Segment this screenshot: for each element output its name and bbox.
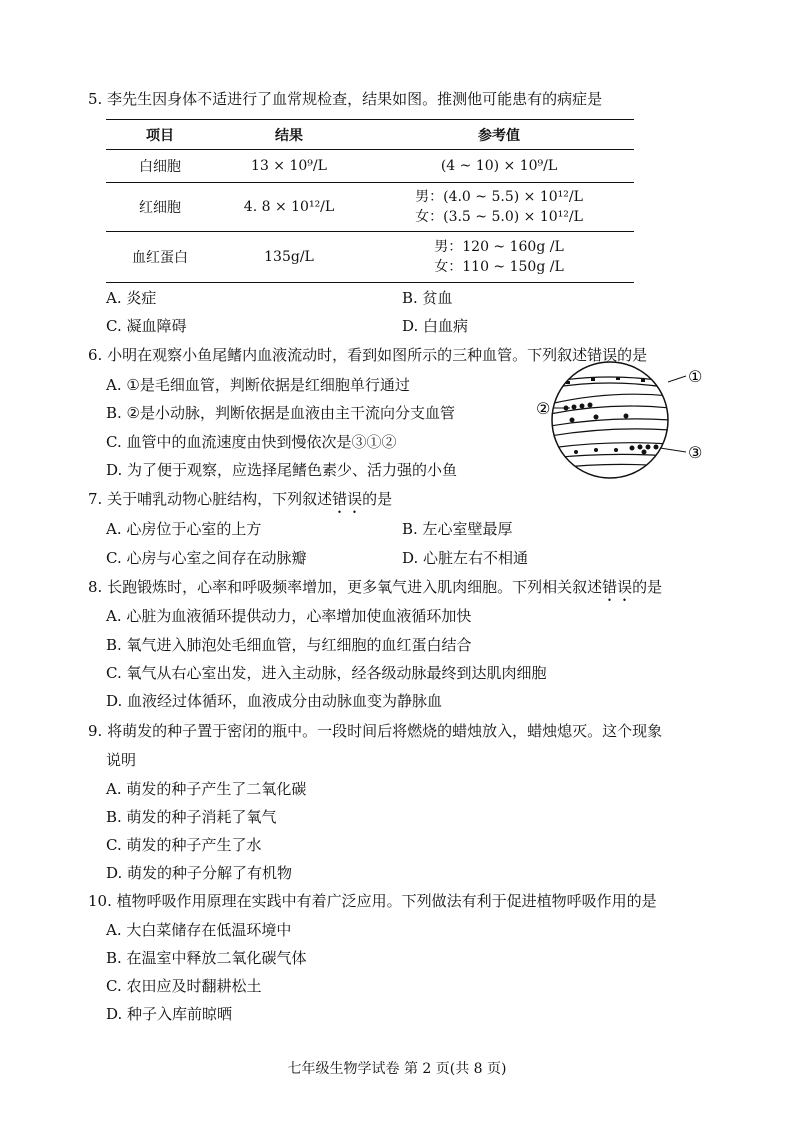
page-footer: 七年级生物学试卷 第 2 页(共 8 页) — [287, 1061, 507, 1077]
q8-stem-suffix: 的是 — [632, 578, 663, 596]
q9-option-a[interactable]: A. 萌发的种子产生了二氧化碳 — [106, 780, 307, 798]
q7-stem-prefix: 7. 关于哺乳动物心脏结构，下列叙述 — [88, 490, 333, 508]
q6-option-b[interactable]: B. ②是小动脉，判断依据是血液由主干流向分支血管 — [106, 404, 456, 422]
header-reference: 参考值 — [478, 127, 520, 144]
row-result: 13 × 10⁹/L — [251, 158, 327, 174]
table-row — [106, 150, 634, 183]
table-row — [106, 183, 634, 232]
reference-female: 女：(3.5 ~ 5.0) × 10¹²/L — [415, 209, 583, 225]
q5-stem: 5. 李先生因身体不适进行了血常规检查，结果如图。推测他可能患有的病症是 — [88, 90, 603, 108]
q10-option-d[interactable]: D. 种子入库前晾晒 — [106, 1005, 233, 1023]
label-2: ② — [536, 399, 551, 418]
q7-stem — [88, 488, 392, 517]
header-item: 项目 — [146, 127, 174, 144]
blood-test-table — [106, 119, 634, 283]
q9-stem-line1: 9. 将萌发的种子置于密闭的瓶中。一段时间后将燃烧的蜡烛放入，蜡烛熄灭。这个现象 — [88, 722, 663, 740]
row-reference: (4 ~ 10) × 10⁹/L — [440, 158, 558, 174]
q10-stem: 10. 植物呼吸作用原理在实践中有着广泛应用。下列做法有利于促进植物呼吸作用的是 — [88, 892, 657, 910]
row-result: 135g/L — [264, 249, 314, 265]
q7-option-b[interactable]: B. 左心室壁最厚 — [402, 520, 513, 538]
q9-option-d[interactable]: D. 萌发的种子分解了有机物 — [106, 864, 293, 882]
header-result: 结果 — [275, 127, 303, 144]
row-item: 血红蛋白 — [132, 250, 188, 266]
q6-stem: 6. 小明在观察小鱼尾鳍内血液流动时，看到如图所示的三种血管。下列叙述错误的是 — [88, 346, 648, 364]
q7-option-d[interactable]: D. 心脏左右不相通 — [402, 549, 529, 567]
label-3: ③ — [688, 443, 703, 462]
q8-stem — [88, 576, 662, 605]
q7-option-c[interactable]: C. 心房与心室之间存在动脉瓣 — [106, 549, 307, 567]
q9-stem-line2: 说明 — [106, 751, 137, 769]
q9-option-c[interactable]: C. 萌发的种子产生了水 — [106, 836, 262, 854]
q5-option-c[interactable]: C. 凝血障碍 — [106, 317, 187, 335]
row-reference — [364, 232, 634, 283]
q8-option-d[interactable]: D. 血液经过体循环，血液成分由动脉血变为静脉血 — [106, 692, 443, 710]
q5-option-b[interactable]: B. 贫血 — [402, 289, 453, 307]
q10-option-c[interactable]: C. 农田应及时翻耕松土 — [106, 977, 262, 995]
q10-option-b[interactable]: B. 在温室中释放二氧化碳气体 — [106, 949, 307, 967]
q8-stem-prefix: 8. 长跑锻炼时，心率和呼吸频率增加，更多氧气进入肌肉细胞。下列相关叙述 — [88, 578, 603, 596]
row-reference — [364, 183, 634, 232]
q7-option-a[interactable]: A. 心房位于心室的上方 — [106, 520, 262, 538]
q5-option-a[interactable]: A. 炎症 — [106, 289, 157, 307]
row-item: 红细胞 — [139, 200, 181, 216]
q9-option-b[interactable]: B. 萌发的种子消耗了氧气 — [106, 808, 277, 826]
q6-option-d[interactable]: D. 为了便于观察，应选择尾鳍色素少、活力强的小鱼 — [106, 461, 458, 479]
q8-option-c[interactable]: C. 氧气从右心室出发，进入主动脉，经各级动脉最终到达肌肉细胞 — [106, 664, 547, 682]
reference-female: 女：110 ~ 150g /L — [434, 259, 564, 275]
q6-option-c[interactable]: C. 血管中的血流速度由快到慢依次是③①② — [106, 433, 397, 451]
q7-stem-emphasis: 错误 — [332, 490, 363, 508]
table-row — [106, 232, 634, 283]
row-result: 4. 8 × 10¹²/L — [243, 199, 335, 215]
q5-option-d[interactable]: D. 白血病 — [402, 317, 469, 335]
blood-vessel-figure — [536, 360, 722, 482]
q8-option-b[interactable]: B. 氧气进入肺泡处毛细血管，与红细胞的血红蛋白结合 — [106, 636, 472, 654]
q8-stem-emphasis: 错误 — [602, 578, 633, 596]
label-1: ① — [688, 367, 703, 386]
q10-option-a[interactable]: A. 大白菜储存在低温环境中 — [106, 921, 292, 939]
reference-male: 男：120 ~ 160g /L — [434, 239, 564, 255]
q7-stem-suffix: 的是 — [362, 490, 393, 508]
row-item: 白细胞 — [139, 159, 181, 175]
table-header-row — [106, 120, 634, 150]
reference-male: 男：(4.0 ~ 5.5) × 10¹²/L — [415, 189, 583, 205]
q8-option-a[interactable]: A. 心脏为血液循环提供动力，心率增加使血液循环加快 — [106, 607, 472, 625]
q6-option-a[interactable]: A. ①是毛细血管，判断依据是红细胞单行通过 — [106, 376, 410, 394]
